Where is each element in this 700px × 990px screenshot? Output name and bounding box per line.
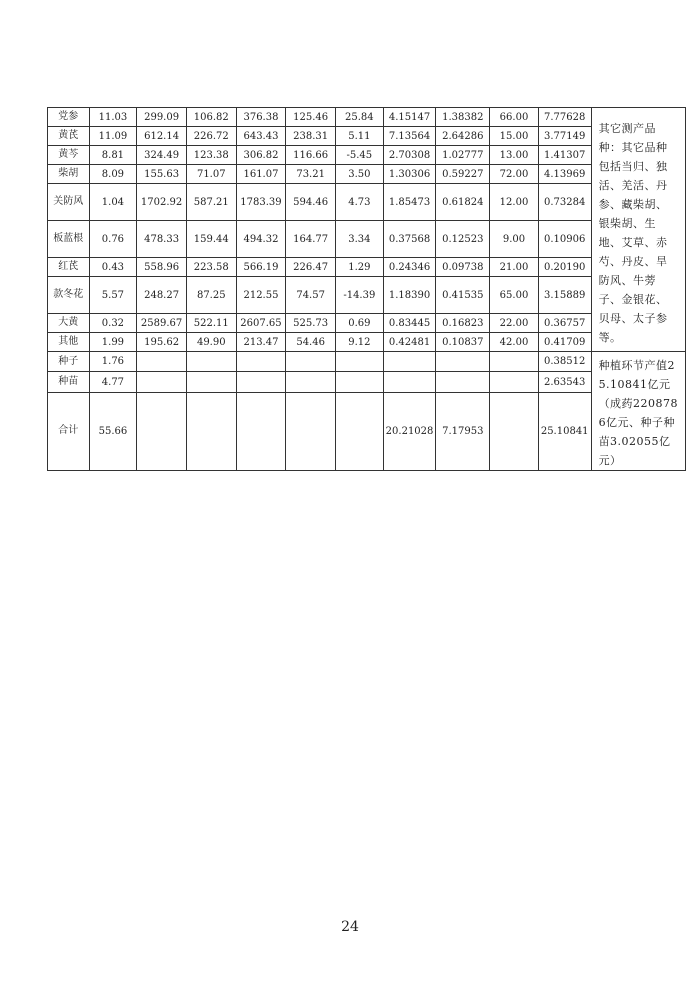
table-cell: [186, 352, 236, 372]
table-cell: 5.11: [336, 127, 384, 146]
table-row: [48, 314, 686, 333]
table-cell: 1.29: [336, 258, 384, 277]
row-label: 黄芪: [48, 127, 90, 146]
table-cell: 1.85473: [383, 184, 436, 221]
table-row: [48, 184, 686, 221]
table-cell: [236, 392, 286, 470]
table-cell: 0.38512: [538, 352, 591, 372]
note-other-varieties: 其它测产品种：其它品种包括当归、独活、羌活、丹参、藏柴胡、银柴胡、生地、艾草、赤芍、丹皮、旱防风、牛蒡子、金银花、贝母、太子参等。: [591, 108, 685, 352]
table-cell: 226.72: [186, 127, 236, 146]
row-label: 党参: [48, 108, 90, 127]
table-cell: 213.47: [236, 333, 286, 352]
table-cell: 0.83445: [383, 314, 436, 333]
table-cell: [286, 352, 336, 372]
table-cell: 478.33: [137, 221, 187, 258]
table-cell: 9.00: [490, 221, 539, 258]
table-cell: [186, 392, 236, 470]
row-label: 红芪: [48, 258, 90, 277]
row-label: 种子: [48, 352, 90, 372]
table-cell: 0.10837: [436, 333, 490, 352]
table-cell: 0.09738: [436, 258, 490, 277]
table-cell: 12.00: [490, 184, 539, 221]
table-cell: 2.70308: [383, 146, 436, 165]
row-label: 其他: [48, 333, 90, 352]
table-cell: 1.76: [89, 352, 137, 372]
table-cell: 13.00: [490, 146, 539, 165]
table-cell: 0.12523: [436, 221, 490, 258]
table-cell: 248.27: [137, 277, 187, 314]
page-number: 24: [341, 919, 359, 935]
table-cell: 71.07: [186, 165, 236, 184]
table-cell: [236, 372, 286, 392]
table-cell: 106.82: [186, 108, 236, 127]
table-cell: 226.47: [286, 258, 336, 277]
table-cell: 7.17953: [436, 392, 490, 470]
table-row: [48, 277, 686, 314]
table-cell: 9.12: [336, 333, 384, 352]
table-cell: 49.90: [186, 333, 236, 352]
table-cell: 1.02777: [436, 146, 490, 165]
row-label: 合计: [48, 392, 90, 470]
table-cell: 161.07: [236, 165, 286, 184]
table-cell: 0.20190: [538, 258, 591, 277]
table-cell: 125.46: [286, 108, 336, 127]
table-cell: 195.62: [137, 333, 187, 352]
table-cell: 25.84: [336, 108, 384, 127]
table-cell: 74.57: [286, 277, 336, 314]
table-cell: [137, 372, 187, 392]
table-cell: 20.21028: [383, 392, 436, 470]
table-cell: 587.21: [186, 184, 236, 221]
table-cell: 3.34: [336, 221, 384, 258]
table-cell: 7.13564: [383, 127, 436, 146]
row-label: 黄芩: [48, 146, 90, 165]
table-cell: 223.58: [186, 258, 236, 277]
table-cell: 159.44: [186, 221, 236, 258]
table-cell: 4.77: [89, 372, 137, 392]
table-cell: 1.41307: [538, 146, 591, 165]
table-cell: 522.11: [186, 314, 236, 333]
table-cell: 612.14: [137, 127, 187, 146]
table-cell: 4.15147: [383, 108, 436, 127]
table-row: [48, 108, 686, 127]
table-cell: [336, 372, 384, 392]
table-cell: [286, 372, 336, 392]
table-cell: 299.09: [137, 108, 187, 127]
row-label: 柴胡: [48, 165, 90, 184]
table-row: [48, 258, 686, 277]
table-cell: 0.36757: [538, 314, 591, 333]
table-row: [48, 165, 686, 184]
table-cell: 3.50: [336, 165, 384, 184]
table-cell: [137, 392, 187, 470]
table-row: [48, 392, 686, 470]
table-cell: 558.96: [137, 258, 187, 277]
table-cell: 54.46: [286, 333, 336, 352]
data-table: [47, 107, 686, 471]
table-cell: 0.61824: [436, 184, 490, 221]
table-row: [48, 146, 686, 165]
table-cell: 0.59227: [436, 165, 490, 184]
table-cell: 594.46: [286, 184, 336, 221]
table-cell: 164.77: [286, 221, 336, 258]
table-cell: 8.09: [89, 165, 137, 184]
table-cell: 306.82: [236, 146, 286, 165]
table-cell: 2.63543: [538, 372, 591, 392]
table-cell: -14.39: [336, 277, 384, 314]
table-cell: 5.57: [89, 277, 137, 314]
table-cell: 2607.65: [236, 314, 286, 333]
table-cell: 643.43: [236, 127, 286, 146]
table-cell: 1.04: [89, 184, 137, 221]
table-cell: 1.18390: [383, 277, 436, 314]
table-cell: 55.66: [89, 392, 137, 470]
table-cell: 0.16823: [436, 314, 490, 333]
table-cell: 525.73: [286, 314, 336, 333]
table-row: [48, 127, 686, 146]
table-row: [48, 221, 686, 258]
table-cell: 65.00: [490, 277, 539, 314]
table-cell: 66.00: [490, 108, 539, 127]
table-cell: 2589.67: [137, 314, 187, 333]
table-cell: 25.10841: [538, 392, 591, 470]
table-cell: 0.41535: [436, 277, 490, 314]
table-cell: 0.37568: [383, 221, 436, 258]
table-cell: 11.03: [89, 108, 137, 127]
table-cell: [286, 392, 336, 470]
table-cell: 116.66: [286, 146, 336, 165]
table-cell: 0.32: [89, 314, 137, 333]
table-cell: 1.30306: [383, 165, 436, 184]
table-cell: 73.21: [286, 165, 336, 184]
row-label: 大黄: [48, 314, 90, 333]
table-cell: 11.09: [89, 127, 137, 146]
table-cell: 0.76: [89, 221, 137, 258]
table-cell: 0.43: [89, 258, 137, 277]
row-label: 款冬花: [48, 277, 90, 314]
table-cell: -5.45: [336, 146, 384, 165]
table-row: [48, 372, 686, 392]
table-cell: 123.38: [186, 146, 236, 165]
table-cell: [336, 392, 384, 470]
table-cell: [336, 352, 384, 372]
table-cell: 1783.39: [236, 184, 286, 221]
table-cell: [490, 352, 539, 372]
table-cell: 4.13969: [538, 165, 591, 184]
table-cell: 0.69: [336, 314, 384, 333]
table-cell: [383, 372, 436, 392]
table-cell: 376.38: [236, 108, 286, 127]
row-label: 板蓝根: [48, 221, 90, 258]
table-cell: [137, 352, 187, 372]
table-cell: 3.15889: [538, 277, 591, 314]
table-cell: 8.81: [89, 146, 137, 165]
table-cell: 494.32: [236, 221, 286, 258]
table-cell: [490, 392, 539, 470]
table-cell: 0.73284: [538, 184, 591, 221]
table-cell: 7.77628: [538, 108, 591, 127]
table-cell: 212.55: [236, 277, 286, 314]
table-row: [48, 333, 686, 352]
table-cell: 42.00: [490, 333, 539, 352]
table-row: [48, 352, 686, 372]
table-cell: 1702.92: [137, 184, 187, 221]
table-cell: [236, 352, 286, 372]
row-label: 种苗: [48, 372, 90, 392]
table-cell: 155.63: [137, 165, 187, 184]
table-cell: 1.38382: [436, 108, 490, 127]
table-cell: 0.24346: [383, 258, 436, 277]
table-cell: 72.00: [490, 165, 539, 184]
table-cell: [490, 372, 539, 392]
table-cell: 21.00: [490, 258, 539, 277]
table-cell: 0.42481: [383, 333, 436, 352]
table-cell: 0.10906: [538, 221, 591, 258]
table-cell: 0.41709: [538, 333, 591, 352]
row-label: 关防风: [48, 184, 90, 221]
table-cell: 2.64286: [436, 127, 490, 146]
table-cell: 15.00: [490, 127, 539, 146]
table-cell: 4.73: [336, 184, 384, 221]
table-cell: 1.99: [89, 333, 137, 352]
table-cell: 324.49: [137, 146, 187, 165]
table-cell: 87.25: [186, 277, 236, 314]
table-cell: 22.00: [490, 314, 539, 333]
table-cell: [436, 352, 490, 372]
table-cell: [436, 372, 490, 392]
table-cell: 3.77149: [538, 127, 591, 146]
table-cell: [186, 372, 236, 392]
table-cell: 238.31: [286, 127, 336, 146]
note-total-output: 种植环节产值25.10841亿元（成药2208786亿元、种子种苗3.02055亿元）: [591, 352, 685, 471]
table-cell: 566.19: [236, 258, 286, 277]
table-cell: [383, 352, 436, 372]
